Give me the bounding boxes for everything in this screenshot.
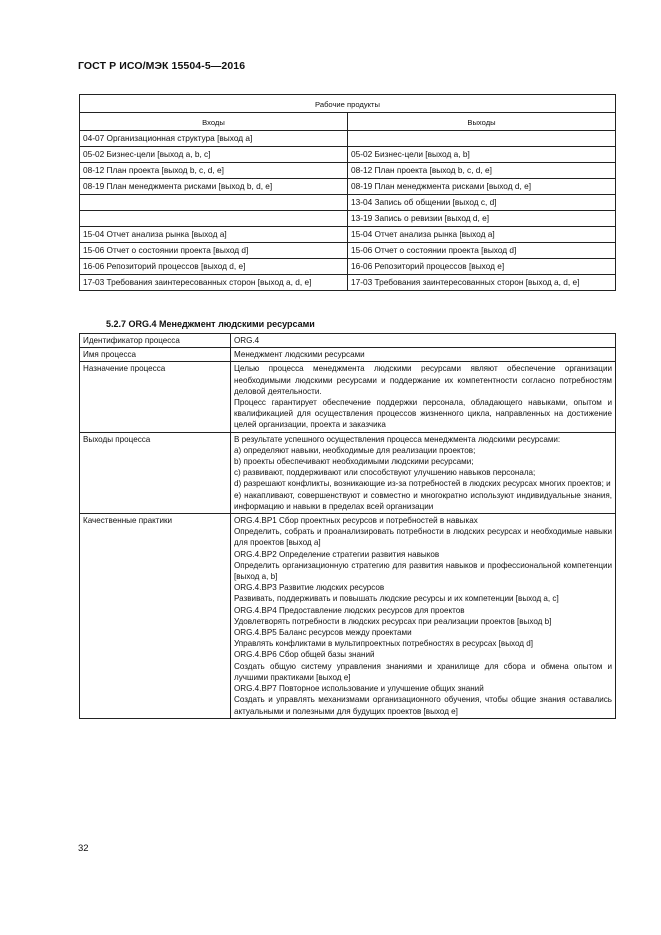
table-row	[80, 227, 616, 243]
input-cell	[80, 195, 348, 211]
practice-line: ORG.4.BP6 Сбор общей базы знаний	[234, 650, 375, 660]
outcome-line: b) проекты обеспечивают необходимыми людскими ресурсами;	[234, 457, 474, 467]
table-row	[80, 259, 616, 275]
process-name-value: Менеджмент людскими ресурсами	[231, 348, 616, 362]
work-products-table	[79, 94, 616, 291]
work-products-title: Рабочие продукты	[80, 95, 616, 113]
purpose-line: Процесс гарантирует обеспечение поддержки персонала, обладающего навыками, опытом и квалификацией для осуществления процессов жизненного цикла, направленных на достижение целей организации, проекта и заказчика	[234, 398, 612, 430]
page-number: 32	[78, 843, 89, 854]
output-cell: 17-03 Требования заинтересованных сторон [выход a, d, e]	[348, 275, 616, 291]
process-practices-text	[231, 514, 616, 719]
practice-line: Создать и управлять механизмами организационного обучения, чтобы общие знания оставались актуальными и полезными для будущих проектов [выход e]	[234, 695, 612, 716]
process-practices-label: Качественные практики	[80, 514, 231, 719]
input-cell: 17-03 Требования заинтересованных сторон [выход a, d, e]	[80, 275, 348, 291]
outcome-line: e) накапливают, совершенствуют и совместно и многократно используют индивидуальные знания, информацию и навыки в пределах всей организации	[234, 490, 612, 511]
output-cell: 13-19 Запись о ревизии [выход d, e]	[348, 211, 616, 227]
output-cell: 08-12 План проекта [выход b, c, d, e]	[348, 163, 616, 179]
outcome-line: В результате успешного осуществления процесса менеджмента людскими ресурсами:	[234, 434, 561, 444]
input-cell	[80, 211, 348, 227]
output-cell: 15-04 Отчет анализа рынка [выход a]	[348, 227, 616, 243]
process-purpose-label: Назначение процесса	[80, 362, 231, 432]
practice-line: Управлять конфликтами в мультипроектных потребностях в ресурсах [выход d]	[234, 639, 534, 649]
practice-line: ORG.4.BP7 Повторное использование и улучшение общих знаний	[234, 684, 484, 694]
table-row	[80, 131, 616, 147]
table-row	[80, 275, 616, 291]
purpose-line: Целью процесса менеджмента людскими ресурсами являют обеспечение организации необходимыми людскими ресурсами и поддержание их компетентности согласно потребностям деловой деятельности.	[234, 364, 612, 396]
table-row	[80, 163, 616, 179]
practice-line: Определить, собрать и проанализировать потребности в людских ресурсах и необходимые навыки для проектов [выход a]	[234, 527, 612, 548]
table-row	[80, 211, 616, 227]
output-cell: 16-06 Репозиторий процессов [выход e]	[348, 259, 616, 275]
process-name-label: Имя процесса	[80, 348, 231, 362]
output-cell: 05-02 Бизнес-цели [выход a, b]	[348, 147, 616, 163]
table-row	[80, 179, 616, 195]
table-row	[80, 147, 616, 163]
inputs-column-header: Входы	[80, 113, 348, 131]
outputs-column-header: Выходы	[348, 113, 616, 131]
output-cell: 08-19 План менеджмента рисками [выход d, e]	[348, 179, 616, 195]
practice-line: ORG.4.BP5 Баланс ресурсов между проектами	[234, 628, 412, 638]
outcome-line: d) разрешают конфликты, возникающие из-за потребностей в людских ресурсах многих проектов; и	[234, 479, 611, 489]
output-cell: 15-06 Отчет о состоянии проекта [выход d]	[348, 243, 616, 259]
process-purpose-text	[231, 362, 616, 432]
input-cell: 08-19 План менеджмента рисками [выход b, d, e]	[80, 179, 348, 195]
table-row	[80, 195, 616, 211]
input-cell: 15-06 Отчет о состоянии проекта [выход d]	[80, 243, 348, 259]
input-cell: 15-04 Отчет анализа рынка [выход a]	[80, 227, 348, 243]
process-id-label: Идентификатор процесса	[80, 334, 231, 348]
practice-line: ORG.4.BP3 Развитие людских ресурсов	[234, 583, 385, 593]
input-cell: 16-06 Репозиторий процессов [выход d, e]	[80, 259, 348, 275]
output-cell	[348, 131, 616, 147]
outcome-line: a) определяют навыки, необходимые для реализации проектов;	[234, 445, 476, 455]
process-table	[79, 333, 616, 719]
practice-line: ORG.4.BP2 Определение стратегии развития навыков	[234, 549, 440, 559]
output-cell: 13-04 Запись об общении [выход c, d]	[348, 195, 616, 211]
process-id-value: ORG.4	[231, 334, 616, 348]
practice-line: ORG.4.BP4 Предоставление людских ресурсов для проектов	[234, 605, 465, 615]
outcome-line: c) развивают, поддерживают или способствуют улучшению навыков персонала;	[234, 468, 536, 478]
input-cell: 05-02 Бизнес-цели [выход a, b, c]	[80, 147, 348, 163]
practice-line: Создать общую систему управления знаниями и хранилище для сбора и обмена опытом и лучшими практиками [выход e]	[234, 661, 612, 682]
input-cell: 08-12 План проекта [выход b, c, d, e]	[80, 163, 348, 179]
practice-line: ORG.4.BP1 Сбор проектных ресурсов и потребностей в навыках	[234, 516, 478, 526]
practice-line: Определить организационную стратегию для развития навыков и профессиональной компетенции [выход a, b]	[234, 560, 612, 582]
practice-line: Удовлетворять потребности в людских ресурсах при реализации проектов [выход b]	[234, 616, 552, 626]
section-title: 5.2.7 ORG.4 Менеджмент людскими ресурсами	[106, 319, 315, 329]
document-header: ГОСТ Р ИСО/МЭК 15504-5—2016	[78, 60, 246, 72]
process-outcomes-label: Выходы процесса	[80, 432, 231, 513]
input-cell: 04-07 Организационная структура [выход a]	[80, 131, 348, 147]
process-outcomes-text	[231, 432, 616, 513]
table-row	[80, 243, 616, 259]
practice-line: Развивать, поддерживать и повышать людские ресурсы и их компетенции [выход a, c]	[234, 594, 559, 604]
